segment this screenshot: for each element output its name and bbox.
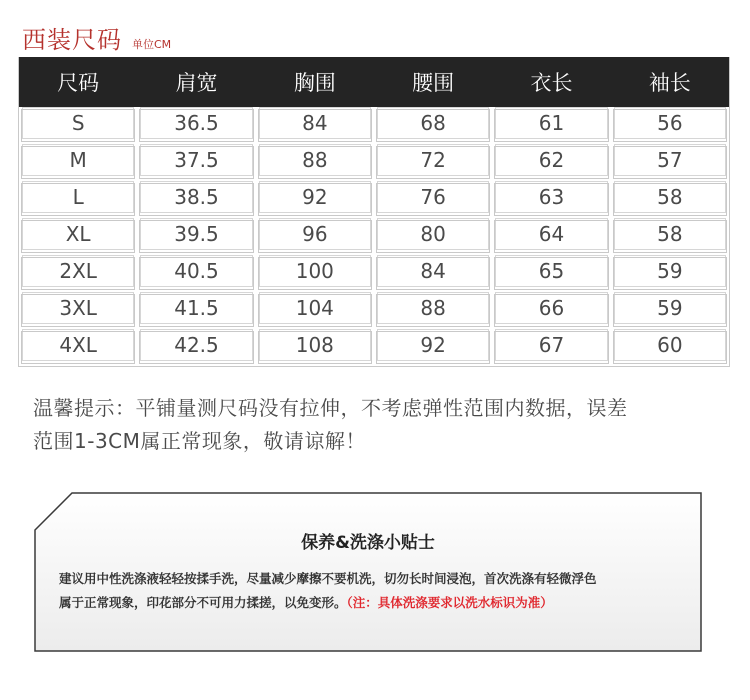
column-header: 胸围	[256, 57, 374, 107]
notice-line: 温馨提示：平铺量测尺码没有拉伸，不考虑弹性范围内数据，误差	[33, 396, 628, 420]
table-cell: 100	[256, 255, 374, 292]
table-cell: 65	[492, 255, 610, 292]
table-cell: 66	[492, 292, 610, 329]
table-cell: 88	[256, 144, 374, 181]
table-cell: 72	[374, 144, 492, 181]
table-cell: 59	[611, 255, 729, 292]
table-cell: 108	[256, 329, 374, 366]
size-chart-header	[22, 20, 171, 55]
care-line-2	[59, 591, 689, 615]
table-cell: 57	[611, 144, 729, 181]
page-title: 西装尺码	[22, 26, 122, 54]
notice-line: 范围1-3CM属正常现象，敬请谅解！	[33, 429, 366, 453]
table-cell: 39.5	[137, 218, 255, 255]
table-cell: 42.5	[137, 329, 255, 366]
table-cell: 36.5	[137, 107, 255, 144]
table-cell: L	[19, 181, 137, 218]
table-cell: 88	[374, 292, 492, 329]
table-row	[19, 255, 729, 292]
table-cell: 67	[492, 329, 610, 366]
table-cell: 59	[611, 292, 729, 329]
table-cell: 58	[611, 218, 729, 255]
table-cell: 56	[611, 107, 729, 144]
table-cell: 96	[256, 218, 374, 255]
table-cell: 60	[611, 329, 729, 366]
care-line-text: 属于正常现象，印花部分不可用力揉搓，以免变形。	[59, 595, 347, 610]
table-cell: M	[19, 144, 137, 181]
table-cell: 104	[256, 292, 374, 329]
table-cell: 80	[374, 218, 492, 255]
measurement-notice	[33, 392, 733, 458]
table-cell: 76	[374, 181, 492, 218]
unit-label: 单位CM	[132, 38, 172, 51]
column-header: 衣长	[492, 57, 610, 107]
table-row	[19, 292, 729, 329]
care-tips-card	[34, 492, 702, 652]
column-header: 袖长	[611, 57, 729, 107]
table-cell: 68	[374, 107, 492, 144]
table-cell: 62	[492, 144, 610, 181]
table-cell: 84	[256, 107, 374, 144]
care-note: （注：具体洗涤要求以洗水标识为准）	[346, 595, 553, 610]
table-cell: 41.5	[137, 292, 255, 329]
column-header: 尺码	[19, 57, 137, 107]
table-row	[19, 181, 729, 218]
table-cell: 58	[611, 181, 729, 218]
table-cell: 3XL	[19, 292, 137, 329]
table-cell: 64	[492, 218, 610, 255]
size-table	[18, 57, 730, 367]
table-cell: 37.5	[137, 144, 255, 181]
care-line: 建议用中性洗涤液轻轻按揉手洗，尽量减少摩擦不要机洗，切勿长时间浸泡，首次洗涤有轻微浮色	[59, 571, 597, 586]
table-cell: 38.5	[137, 181, 255, 218]
column-header: 肩宽	[137, 57, 255, 107]
table-cell: S	[19, 107, 137, 144]
table-cell: 40.5	[137, 255, 255, 292]
table-cell: 92	[374, 329, 492, 366]
table-row	[19, 218, 729, 255]
care-tips-title: 保养&洗涤小贴士	[301, 533, 435, 553]
table-cell: 2XL	[19, 255, 137, 292]
column-header: 腰围	[374, 57, 492, 107]
table-cell: 92	[256, 181, 374, 218]
table-row	[19, 329, 729, 366]
table-cell: 84	[374, 255, 492, 292]
table-row	[19, 144, 729, 181]
table-cell: 4XL	[19, 329, 137, 366]
table-header-row	[19, 57, 729, 107]
table-row	[19, 107, 729, 144]
table-cell: 61	[492, 107, 610, 144]
care-tips-body	[59, 567, 689, 615]
table-cell: XL	[19, 218, 137, 255]
table-cell: 63	[492, 181, 610, 218]
